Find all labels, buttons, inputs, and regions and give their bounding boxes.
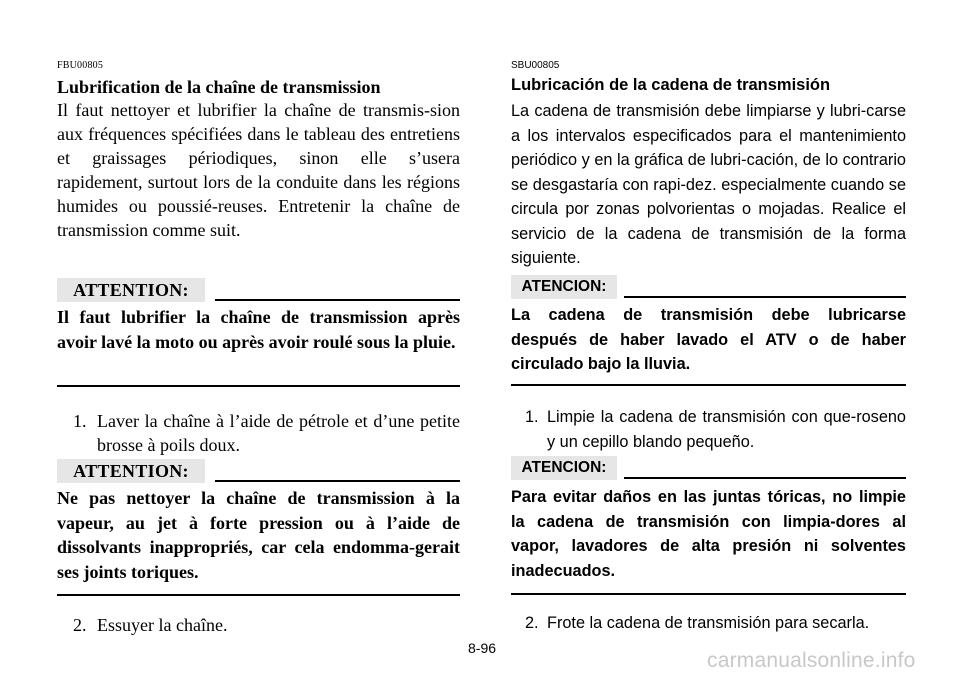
step-number: 1. <box>73 411 87 431</box>
step-number: 2. <box>73 615 87 635</box>
attention-end-rule <box>57 594 460 596</box>
step-text: Frote la cadena de transmisión para secarla. <box>547 614 870 632</box>
section-heading: Lubrification de la chaîne de transmission <box>57 77 381 97</box>
step-text: Essuyer la chaîne. <box>97 615 228 635</box>
intro-paragraph: La cadena de transmisión debe limpiarse y lubri-carse a los intervalos especificados para el mantenimiento periódico y en la gráfica de lubri-cación, de lo contrario se desgastaría con rapi-dez. especialmente cuando se circula por zonas polvorientas o mojadas. Realice el servicio de la cadena de transmisión de la forma siguiente. <box>511 102 906 267</box>
step-text: Laver la chaîne à l’aide de pétrole et d’une petite brosse à poils doux. <box>97 411 460 455</box>
section-code: SBU00805 <box>511 60 560 71</box>
attention-label: ATTENTION: <box>57 459 205 483</box>
attention-header <box>57 278 460 302</box>
section-code: FBU00805 <box>57 60 104 71</box>
attention-label: ATENCION: <box>511 456 617 480</box>
section-heading: Lubricación de la cadena de transmisión <box>511 76 831 94</box>
step-text: Limpie la cadena de transmisión con que-roseno y un cepillo blando pequeño. <box>547 408 906 451</box>
attention-header <box>57 459 460 483</box>
attention-text: Ne pas nettoyer la chaîne de transmission à la vapeur, au jet à forte pression ou à l’aide de dissolvants inappropriés, car cela endomma-gerait ses joints toriques. <box>57 488 460 582</box>
attention-label: ATENCION: <box>511 275 617 299</box>
attention-end-rule <box>57 385 460 387</box>
attention-header <box>511 456 906 480</box>
attention-text: Para evitar daños en las juntas tóricas, no limpie la cadena de transmisión con limpia-dores al vapor, lavadores de alta presión ni solventes inadecuados. <box>511 488 906 580</box>
page-number: 8-96 <box>468 640 497 656</box>
attention-text: Il faut lubrifier la chaîne de transmission après avoir lavé la moto ou après avoir roulé sous la pluie. <box>57 307 460 352</box>
attention-rule <box>215 480 460 482</box>
attention-text: La cadena de transmisión debe lubricarse después de haber lavado el ATV o de haber circulado bajo la lluvia. <box>511 306 906 373</box>
attention-rule <box>215 299 460 301</box>
intro-paragraph: Il faut nettoyer et lubrifier la chaîne de transmis-sion aux fréquences spécifiées dans le tableau des entretiens et graissages périodiques, sinon elle s’usera rapidement, surtout lors de la conduite dans les régions humides ou poussié-reuses. Entretenir la chaîne de transmission comme suit. <box>57 100 460 240</box>
step-number: 2. <box>525 614 539 632</box>
attention-end-rule <box>511 593 906 595</box>
attention-end-rule <box>511 384 906 386</box>
attention-rule <box>624 296 906 298</box>
step-number: 1. <box>525 408 539 426</box>
attention-label: ATTENTION: <box>57 278 205 302</box>
watermark: carmanualsonline.info <box>707 649 916 672</box>
attention-header <box>511 275 906 299</box>
attention-rule <box>624 477 906 479</box>
